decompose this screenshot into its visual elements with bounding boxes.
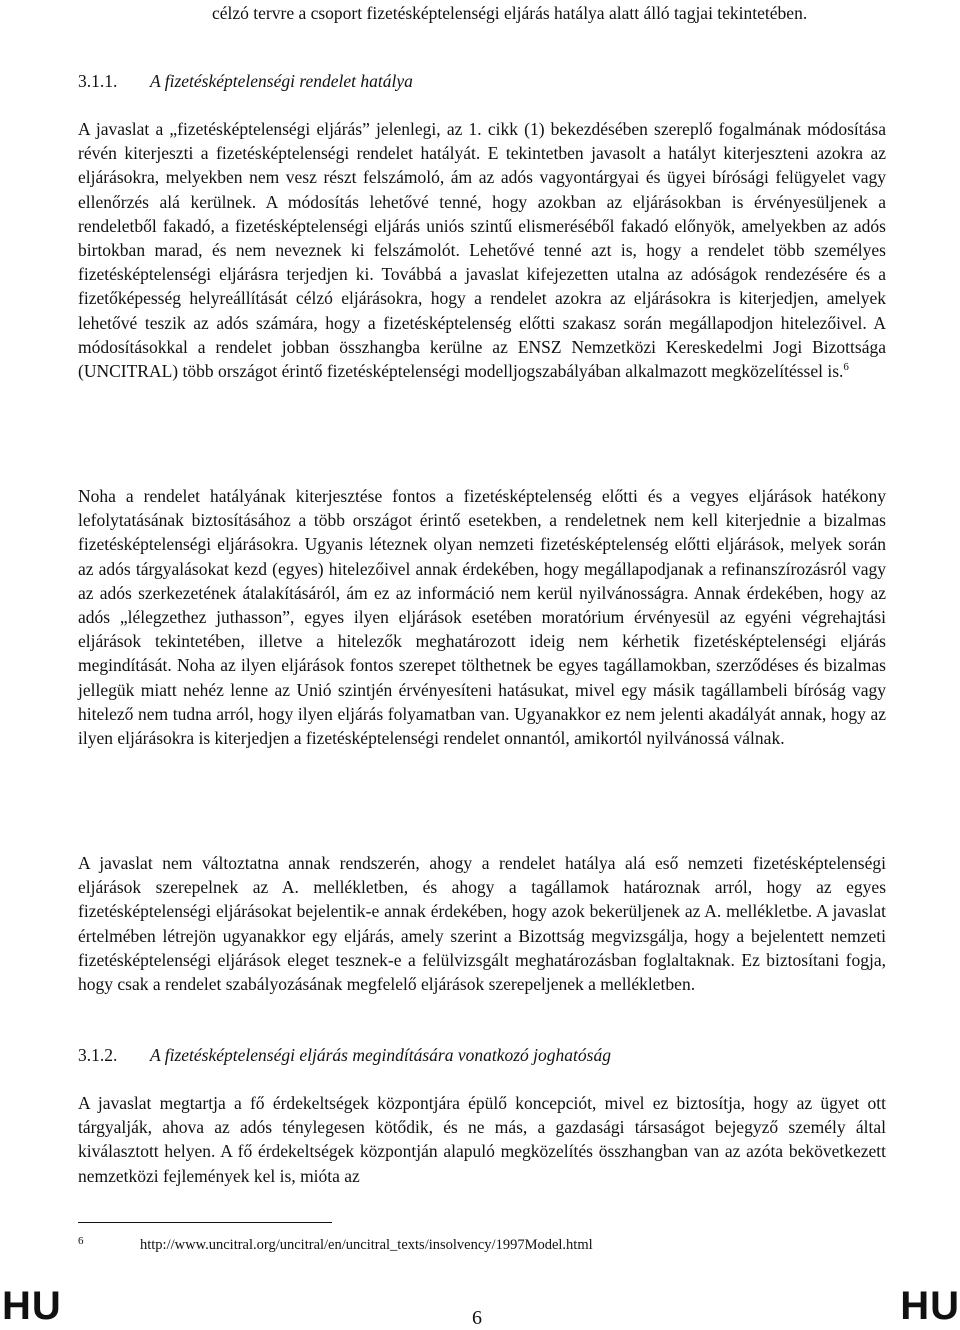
paragraph-annex-a [78,851,886,996]
section-title: A fizetésképtelenségi eljárás megindítására vonatkozó joghatóság [150,1045,611,1065]
footer-language-left: HU [2,1284,62,1328]
paragraph-text: A javaslat megtartja a fő érdekeltségek központjára épülő koncepciót, mivel ez biztosítja, hogy az ügyet ott tárgyalják, ahova az adós ténylegesen kötődik, és ne más, a gazdasági társaságot bejegyző személy által kiválasztott helyen. A fő érdekeltségek központján alapuló megközelítés összhangban van az azóta bekövetkezett nemzetközi fejlemények kel is, mióta az [78,1093,886,1186]
footer-language-right: HU [900,1284,960,1328]
footnote-separator [78,1222,332,1223]
paragraph-jurisdiction [78,1091,886,1188]
section-heading-3-1-2 [78,1043,611,1067]
paragraph-confidential-proceedings [78,484,886,750]
page-number: 6 [472,1307,482,1329]
section-heading-3-1-1 [78,69,413,93]
paragraph-scope [78,117,886,383]
footnote-number: 6 [78,1235,84,1247]
continuation-text: célzó tervre a csoport fizetésképtelenségi eljárás hatálya alatt álló tagjai tekintetében. [212,3,808,23]
section-number: 3.1.2. [78,1045,118,1065]
footnote-reference: 6 [843,361,849,374]
paragraph-body: A javaslat a „fizetésképtelenségi eljárás” jelenlegi, az 1. cikk (1) bekezdésében szereplő fogalmának módosítása révén kiterjeszti a fizetésképtelenségi rendelet hatályát. E tekintetben javasolt a hatályt kiterjeszteni azokra az eljárásokra, melyekben nem vesz részt felszámoló, ám az adós vagyontárgyai és ügyei bírósági felügyelet vagy ellenőrzés alá kerülnek. A módosítás lehetővé tenné, hogy azokban az eljárásokban is érvényesüljenek a rendeletből fakadó, a fizetésképtelenségi eljárás uniós szintű elismeréséből fakadó előnyök, amelyekben az adós birtokban marad, és nem neveznek ki felszámolót. Lehetővé tenné azt is, hogy a rendelet több személyes fizetésképtelenségi eljárásra terjedjen ki. Továbbá a javaslat kifejezetten utalna az adóságok rendezésére és a fizetőképesség helyreállítását célzó eljárásokra, hogy a rendelet azokra az eljárásokra is kiterjedjen, amelyek lehetővé teszik az adós számára, hogy a fizetésképtelenség előtti szakasz során megállapodjon hitelezőivel. A módosításokkal a rendelet jobban összhangba kerülne az ENSZ Nemzetközi Kereskedelmi Jogi Bizottsága (UNCITRAL) több országot érintő fizetésképtelenségi modelljogszabályában alkalmazott megközelítéssel is. [78,119,886,382]
paragraph-text: Noha a rendelet hatályának kiterjesztése fontos a fizetésképtelenség előtti és a vegyes eljárások hatékony lefolytatásának biztosításához a több országot érintő esetekben, a rendeletnek nem kell kiterjednie a bizalmas fizetésképtelenségi eljárásokra. Ugyanis léteznek olyan nemzeti fizetésképtelenség előtti eljárások, melyek során az adós tárgyalásokat kezd (egyes) hitelezőivel annak érdekében, hogy megállapodjanak a refinanszírozásról vagy az adós szerkezetének átalakításáról, ám ez az információ nem kerül nyilvánosságra. Annak érdekében, hogy az adós „lélegzethez juthasson”, egyes ilyen eljárások esetében moratórium érvényesül az egyéni végrehajtási eljárások tekintetében, illetve a hitelezők meghatározott ideig nem kérhetik fizetésképtelenségi eljárás megindítását. Noha az ilyen eljárások fontos szerepet tölthetnek be egyes tagállamokban, szerződéses és bizalmas jellegük miatt nehéz lenne az Unió szintjén érvényesíteni hatásukat, mivel egy másik tagállambeli bíróság vagy hitelező nem tudna arról, hogy ilyen eljárás folyamatban van. Ugyanakkor ez nem jelenti akadályát annak, hogy az ilyen eljárásokra is kiterjedjen a fizetésképtelenségi rendelet onnantól, amikortól nyilvánossá válnak. [78,486,886,749]
footnote-link[interactable]: http://www.uncitral.org/uncitral/en/uncitral_texts/insolvency/1997Model.html [140,1237,593,1253]
paragraph-text: A javaslat nem változtatna annak rendszerén, ahogy a rendelet hatálya alá eső nemzeti fizetésképtelenségi eljárások szerepelnek az A. mellékletben, és ahogy a tagállamok határoznak arról, hogy az egyes fizetésképtelenségi eljárásokat bejelentik-e annak érdekében, hogy azok bekerüljenek az A. mellékletbe. A javaslat értelmében létrejön ugyanakkor egy eljárás, amely szerint a Bizottság megvizsgálja, hogy a bejelentett nemzeti fizetésképtelenségi eljárások eleget tesznek-e a felülvizsgált meghatározásban foglaltaknak. Ez biztosítani fogja, hogy csak a rendelet szabályozásának megfelelő eljárások szerepeljenek a mellékletben. [78,853,886,995]
section-number: 3.1.1. [78,71,118,91]
paragraph-text [78,117,886,383]
section-title: A fizetésképtelenségi rendelet hatálya [150,71,413,91]
